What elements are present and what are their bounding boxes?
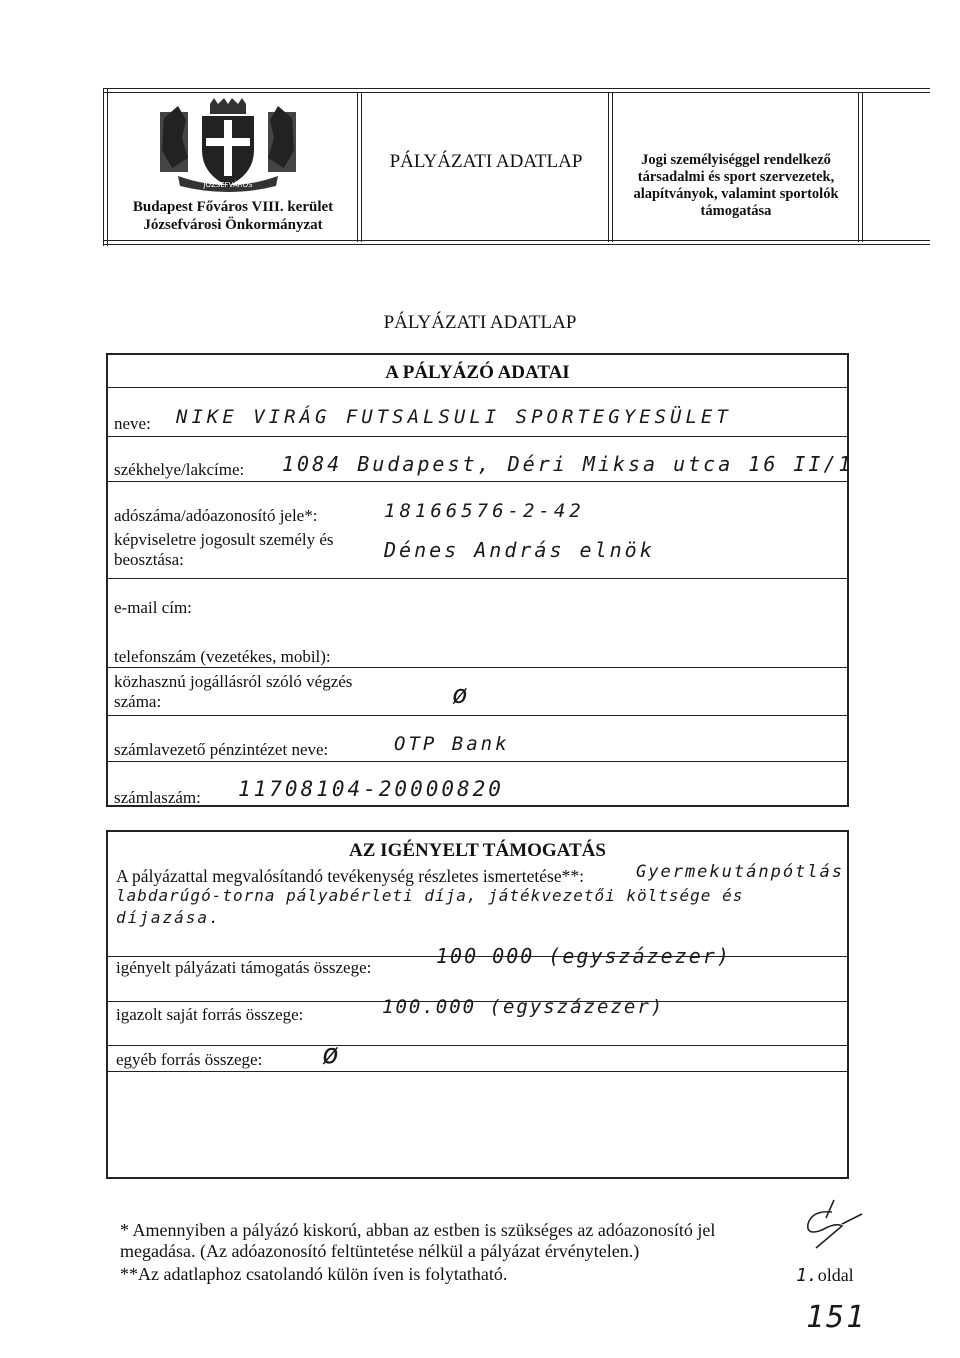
bank-value: OTP Bank (394, 733, 510, 755)
org-line-1: Budapest Főváros VIII. kerület (132, 199, 334, 215)
org-name (108, 198, 358, 234)
decree-value: ø (452, 680, 470, 710)
name-label: neve: (114, 414, 151, 433)
account-value: 11708104-20000820 (238, 777, 504, 801)
representative-label-line-2: beosztása: (114, 550, 184, 569)
support-section-title: AZ IGÉNYELT TÁMOGATÁS (349, 840, 606, 861)
page-number (796, 1265, 854, 1286)
signature-mark (796, 1196, 866, 1252)
activity-value-2: labdarúgó-torna pályabérleti díja, játékvezetői költsége és (116, 886, 744, 905)
tax-id-label: adószáma/adóazonosító jele*: (114, 506, 318, 525)
account-label: számlaszám: (114, 788, 201, 807)
page-number-value: 1. (796, 1265, 818, 1286)
representative-label-line-1: képviseletre jogosult személy és (114, 530, 334, 549)
footnote-2: **Az adatlaphoz csatolandó külön íven is folytatható. (120, 1264, 508, 1284)
page-title: PÁLYÁZATI ADATLAP (383, 312, 577, 333)
email-label: e-mail cím: (114, 598, 192, 617)
header-purpose: Jogi személyiséggel rendelkező társadalmi és sport szervezetek, alapítványok, valamint sportolók támogatása (633, 152, 839, 219)
own-source-value: 100.000 (egyszázezer) (382, 996, 665, 1018)
applicant-section-title: A PÁLYÁZÓ ADATAI (385, 362, 570, 383)
activity-label: A pályázattal megvalósítandó tevékenység részletes ismertetése**: (116, 866, 584, 886)
activity-value-1: Gyermekutánpótlás (636, 862, 844, 882)
decree-label-line-1: közhasznú jogállásról szóló végzés (114, 672, 353, 691)
address-value: 1084 Budapest, Déri Miksa utca 16 II/1 (282, 452, 854, 476)
coat-of-arms-icon (158, 98, 298, 194)
requested-amount-label: igényelt pályázati támogatás összege: (116, 958, 372, 977)
decree-label (114, 672, 352, 712)
tax-id-value: 18166576-2-42 (384, 500, 585, 522)
page-number-label: oldal (817, 1265, 854, 1285)
requested-amount-value: 100 000 (egyszázezer) (436, 944, 731, 968)
archive-stamp-number: 151 (806, 1300, 867, 1335)
phone-label: telefonszám (vezetékes, mobil): (114, 647, 331, 666)
own-source-label: igazolt saját forrás összege: (116, 1005, 304, 1024)
decree-label-line-2: száma: (114, 692, 162, 711)
bank-label: számlavezető pénzintézet neve: (114, 740, 329, 759)
footnote-1: * Amennyiben a pályázó kiskorú, abban az estben is szükséges az adóazonosító jel megadása. (Az adóazonosító feltüntetése nélkül a pályázat érvénytelen.) (120, 1220, 716, 1261)
crest-banner-text: JÓZSEFVÁROS (203, 181, 253, 189)
address-label: székhelye/lakcíme: (114, 460, 245, 479)
name-value: NIKE VIRÁG FUTSALSULI SPORTEGYESÜLET (176, 406, 732, 428)
other-source-label: egyéb forrás összege: (116, 1050, 263, 1069)
activity-value-3: díjazása. (116, 908, 221, 927)
representative-label (114, 530, 334, 570)
other-source-value: ø (322, 1037, 341, 1070)
representative-value: Dénes András elnök (384, 538, 655, 562)
org-line-2: Józsefvárosi Önkormányzat (143, 217, 323, 233)
header-form-title: PÁLYÁZATI ADATLAP (389, 151, 583, 172)
